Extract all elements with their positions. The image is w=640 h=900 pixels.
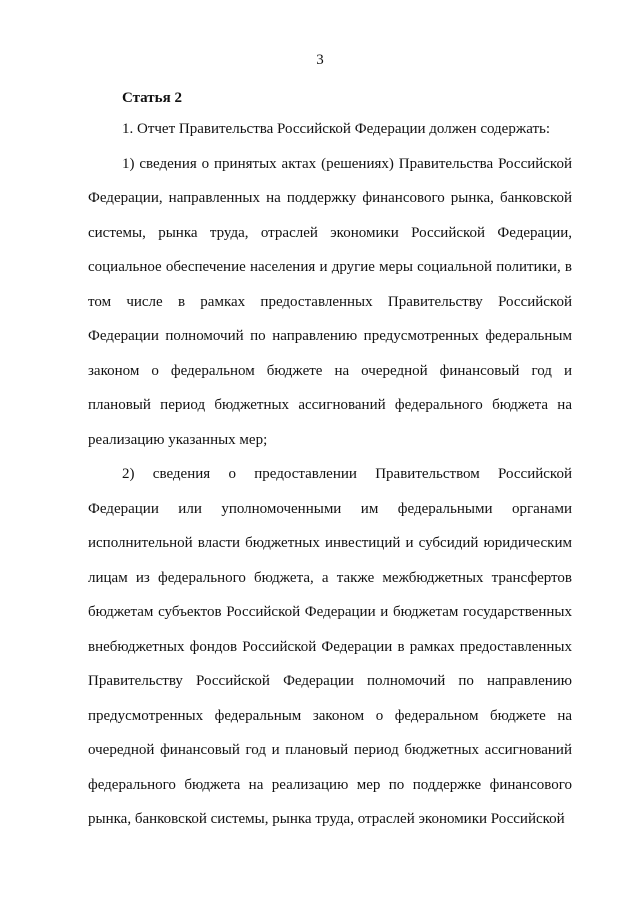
article-body: [88, 112, 572, 837]
paragraph-item-2: 2) сведения о предоставлении Правительством Российской Федерации или уполномоченными им федеральными органами исполнительной власти бюджетных инвестиций и субсидий юридическим лицам из федерального бюджета, а также межбюджетных трансфертов бюджетам субъектов Российской Федерации и бюджетам государственных внебюджетных фондов Российской Федерации в рамках предоставленных Правительству Российской Федерации полномочий по направлению предусмотренных федеральным законом о федеральном бюджете на очередной финансовый год и плановый период бюджетных ассигнований федерального бюджета на реализацию мер по поддержке финансового рынка, банковской системы, рынка труда, отраслей экономики Российской: [88, 466, 572, 827]
page-number: 3: [316, 52, 324, 68]
article-heading: Статья 2: [122, 90, 182, 106]
paragraph-item-1: 1) сведения о принятых актах (решениях) Правительства Российской Федерации, направленных на поддержку финансового рынка, банковской системы, рынка труда, отраслей экономики Российской Федерации, социальное обеспечение населения и другие меры социальной политики, в том числе в рамках предоставленных Правительству Российской Федерации полномочий по направлению предусмотренных федеральным законом о федеральном бюджете на очередной финансовый год и плановый период бюджетных ассигнований федерального бюджета на реализацию указанных мер;: [88, 155, 572, 448]
paragraph-intro: 1. Отчет Правительства Российской Федерации должен содержать:: [122, 121, 551, 137]
